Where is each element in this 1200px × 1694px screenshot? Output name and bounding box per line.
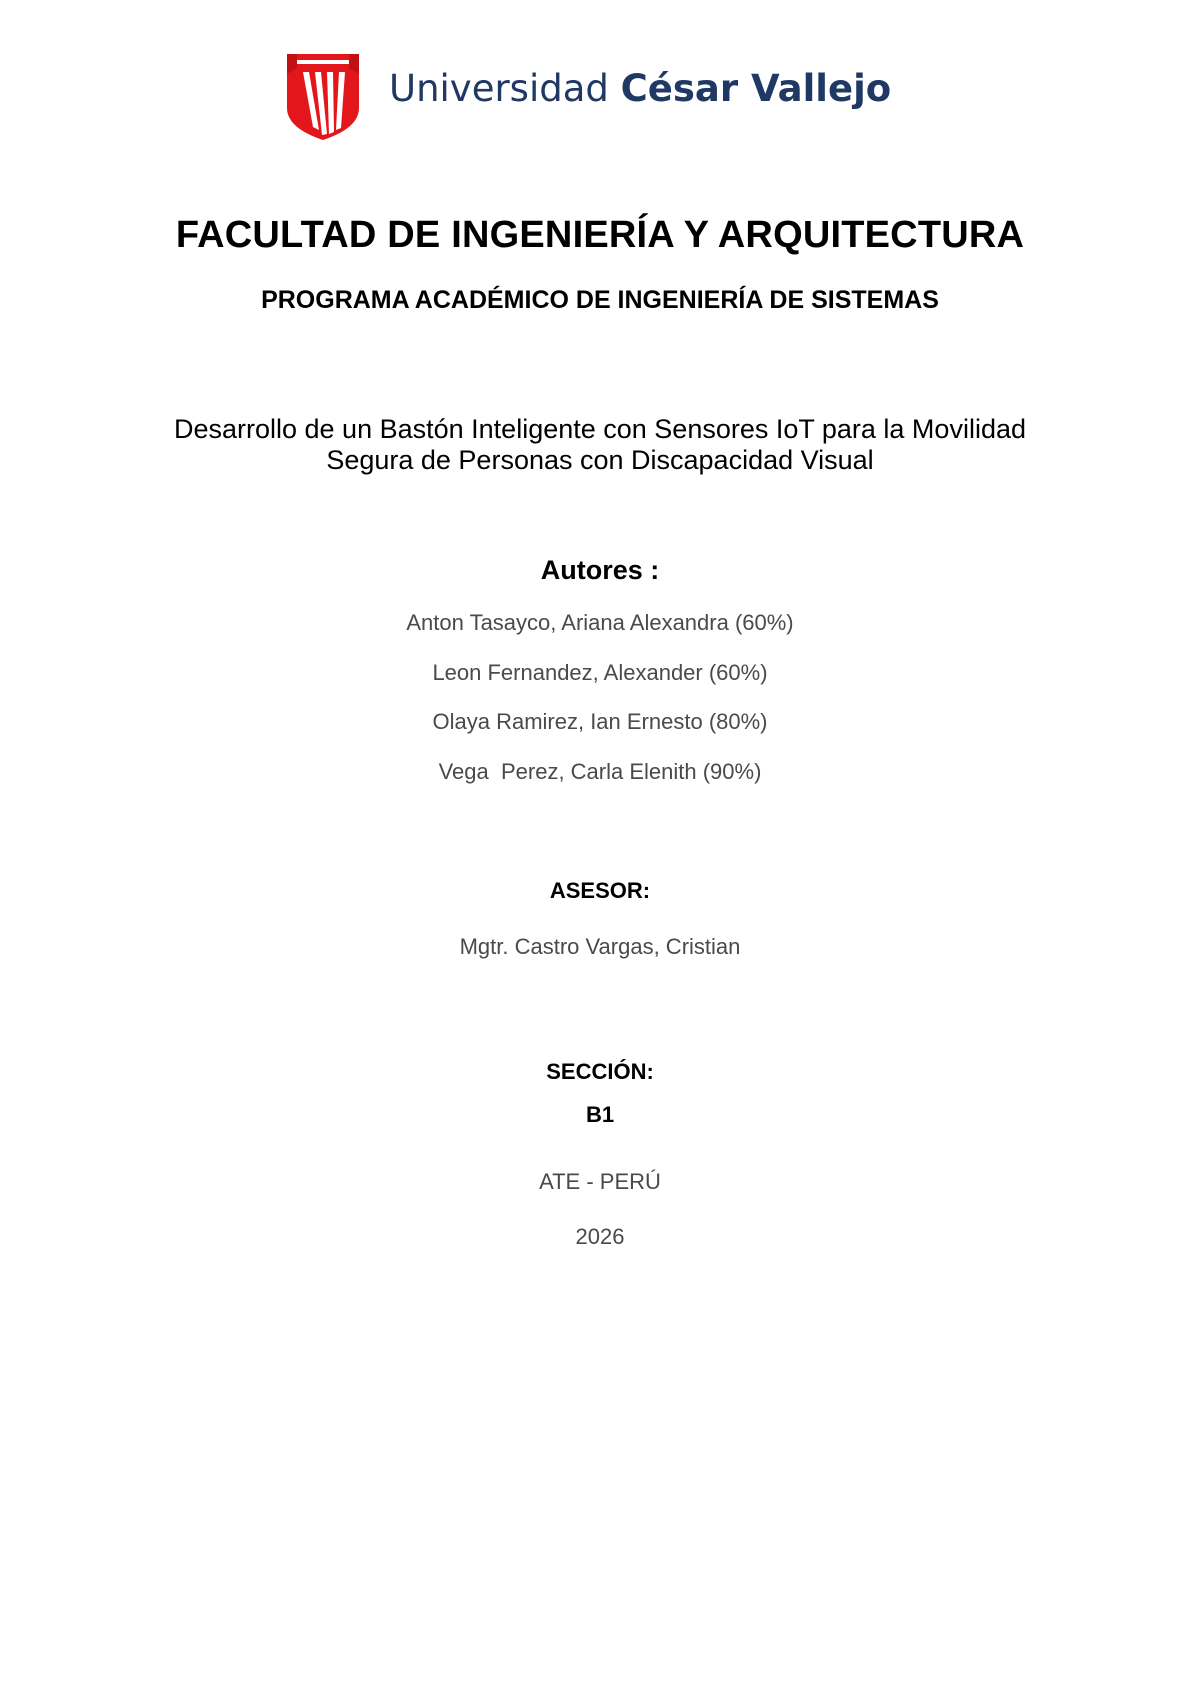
program-heading: PROGRAMA ACADÉMICO DE INGENIERÍA DE SISTEMAS — [261, 286, 939, 314]
thesis-title-line-1: Desarrollo de un Bastón Inteligente con Sensores IoT para la Movilidad — [173, 414, 1026, 444]
section-value: B1 — [585, 1102, 615, 1127]
faculty-heading: FACULTAD DE INGENIERÍA Y ARQUITECTURA — [175, 214, 1025, 256]
thesis-title-line-2: Segura de Personas con Discapacidad Visual — [326, 445, 874, 475]
university-header — [285, 46, 925, 146]
author-item: Leon Fernandez, Alexander (60%) — [432, 660, 768, 685]
university-wordmark — [389, 67, 891, 110]
author-item: Anton Tasayco, Ariana Alexandra (60%) — [406, 610, 794, 635]
advisor-heading: ASESOR: — [549, 878, 651, 903]
author-item: Vega Perez, Carla Elenith (90%) — [438, 759, 762, 784]
advisor-name: Mgtr. Castro Vargas, Cristian — [459, 934, 741, 959]
section-heading: SECCIÓN: — [546, 1059, 654, 1084]
wordmark-light: Universidad — [389, 66, 609, 110]
authors-heading: Autores : — [540, 555, 660, 585]
place-text: ATE - PERÚ — [539, 1169, 661, 1194]
author-item: Olaya Ramirez, Ian Ernesto (80%) — [432, 709, 768, 734]
year-text: 2026 — [575, 1224, 625, 1249]
ucv-shield-logo-icon — [285, 50, 361, 142]
wordmark-bold: César Vallejo — [620, 66, 892, 110]
